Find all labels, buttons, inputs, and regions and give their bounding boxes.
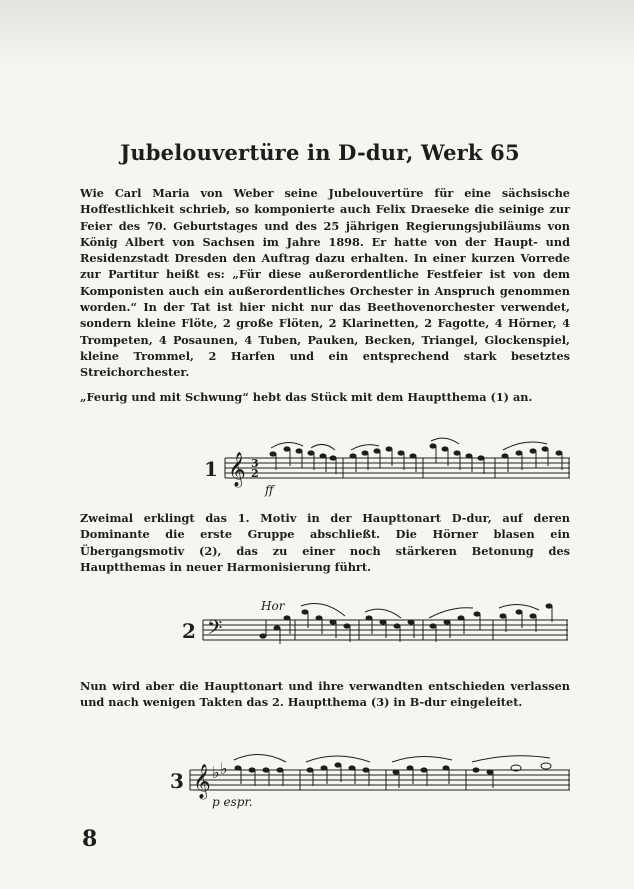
page-number: 8 (82, 826, 98, 852)
page-title: Jubelouvertüre in D-dur, Werk 65 (120, 140, 520, 165)
example-1-number: 1 (204, 457, 218, 481)
example-3-number: 3 (170, 769, 184, 793)
paragraph-intro: Wie Carl Maria von Weber seine Jubelouvertüre für eine sächsische Hoffestlichkeit schrieb, so komponierte auch Felix Draeseke die seinige zur Feier des 70. Geburtstages und des 25 jährigen Regierungsjubiläums von König Albert von Sachsen im Jahre 1898. Er hatte von der Haupt- und Residenzstadt Dresden den Auftrag dazu erhalten. In einer kurzen Vorrede zur Partitur heißt es: „Für diese außerordentliche Festfeier ist von dem Komponisten auch ein außerordentliches Orchester in Anspruch genommen worden.“ In der Tat ist hier nicht nur das Beethovenorchester verwendet, sondern kleine Flöte, 2 große Flöten, 2 Klarinetten, 2 Fagotte, 4 Hörner, 4 Trompeten, 4 Posaunen, 4 Tuben, Pauken, Becken, Triangel, Glockenspiel, kleine Trommel, 2 Harfen und ein entsprechend stark besetztes Streichorchester. (80, 186, 570, 380)
example-2-number: 2 (182, 619, 196, 643)
treble-clef-icon: 𝄞 (193, 764, 211, 799)
paragraph-transition: Zweimal erklingt das 1. Motiv in der Haupttonart D-dur, auf deren Dominante die erste Gruppe abschließt. Die Hörner blasen ein Übergangsmotiv (2), das zu einer noch stärkeren Betonung des Hauptthemas in neuer Harmonisierung führt. (80, 511, 570, 574)
paragraph-theme-1: „Feurig und mit Schwung“ hebt das Stück mit dem Hauptthema (1) an. (80, 390, 533, 404)
scan-shadow (0, 0, 634, 70)
music-example-3 (190, 748, 574, 812)
flat-icon: ♭ (220, 759, 228, 778)
instrument-label: Hor (261, 599, 285, 613)
dynamic-mark: ff (265, 483, 274, 497)
svg-text:3: 3 (251, 457, 259, 470)
svg-text:2: 2 (251, 467, 259, 480)
dynamic-mark: p espr. (212, 795, 253, 809)
flat-icon: ♭ (212, 763, 220, 782)
treble-clef-icon: 𝄞 (228, 452, 246, 487)
paragraph-second-theme: Nun wird aber die Haupttonart und ihre verwandten entschieden verlassen und nach wenigen Takten das 2. Hauptthema (3) in B-dur eingeleitet. (80, 679, 570, 710)
music-example-2 (203, 598, 573, 662)
music-example-1 (225, 436, 575, 500)
bass-clef-icon: 𝄢 (207, 616, 223, 644)
